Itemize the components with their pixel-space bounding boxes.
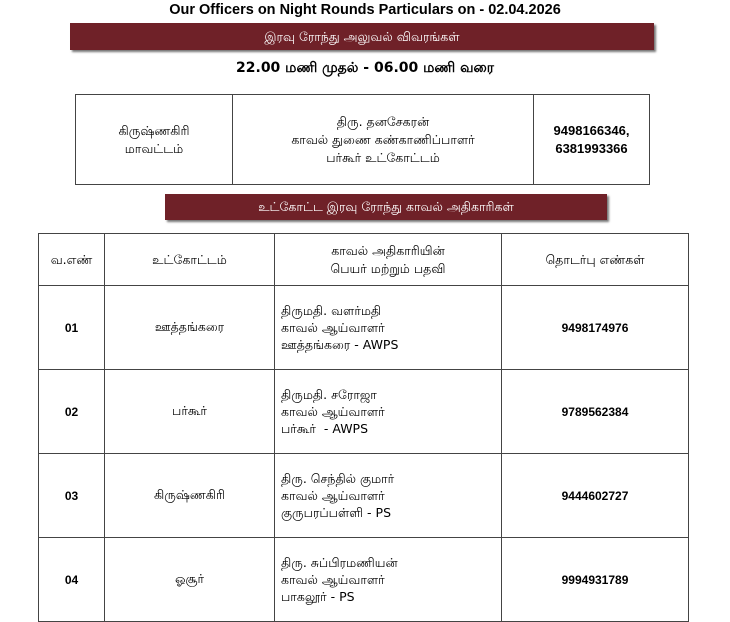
night-rounds-banner: இரவு ரோந்து அலுவல் விவரங்கள்: [70, 23, 654, 50]
officer-station: ஊத்தங்கரை - AWPS: [281, 337, 399, 352]
district-phone-1: 9498166346,: [553, 122, 630, 138]
district-officer-office: பர்கூர் உட்கோட்டம்: [326, 149, 440, 165]
officer-name: திருமதி. வளர்மதி: [281, 303, 382, 318]
row-phone: 9444602727: [502, 454, 689, 538]
table-row: [39, 454, 689, 538]
district-officer-table: [75, 94, 650, 185]
page-title: Our Officers on Night Rounds Particulars on - 02.04.2026: [169, 2, 561, 18]
officer-station: பாகலூர் - PS: [281, 589, 355, 604]
officer-name: திரு. செந்தில் குமார்: [281, 471, 395, 486]
row-phone: 9994931789: [502, 538, 689, 622]
duty-hours: 22.00 மணி முதல் - 06.00 மணி வரை: [236, 60, 494, 76]
row-sno: 02: [39, 370, 105, 454]
row-officer: [275, 370, 502, 454]
row-officer: [275, 538, 502, 622]
header-officer: [275, 234, 502, 286]
officer-name: திருமதி. சரோஜா: [281, 387, 377, 402]
header-subdivision: உட்கோட்டம்: [105, 234, 275, 286]
row-subdivision: ஊத்தங்கரை: [105, 286, 275, 370]
header-officer-line2: பெயர் மற்றும் பதவி: [330, 260, 446, 276]
officer-station: பர்கூர் - AWPS: [281, 421, 369, 436]
row-phone: 9789562384: [502, 370, 689, 454]
table-header-row: [39, 234, 689, 286]
table-row: [39, 538, 689, 622]
officer-rank: காவல் ஆய்வாளர்: [281, 320, 385, 335]
district-name-line1: கிருஷ்ணகிரி: [118, 122, 190, 138]
subdivision-officers-banner: உட்கோட்ட இரவு ரோந்து காவல் அதிகாரிகள்: [165, 194, 607, 220]
header-contact: தொடர்பு எண்கள்: [502, 234, 689, 286]
header-officer-line1: காவல் அதிகாரியின்: [331, 242, 445, 258]
table-row: [39, 286, 689, 370]
district-officer-cell: [233, 95, 534, 185]
officer-station: குருபரப்பள்ளி - PS: [281, 505, 392, 520]
officers-table: [38, 233, 689, 622]
district-phone-2: 6381993366: [555, 140, 628, 156]
row-subdivision: கிருஷ்ணகிரி: [105, 454, 275, 538]
district-name-cell: [76, 95, 233, 185]
row-phone: 9498174976: [502, 286, 689, 370]
district-officer-row: [76, 95, 650, 185]
officer-rank: காவல் ஆய்வாளர்: [281, 572, 385, 587]
officer-name: திரு. சுப்பிரமணியன்: [281, 555, 398, 570]
officer-rank: காவல் ஆய்வாளர்: [281, 488, 385, 503]
row-sno: 04: [39, 538, 105, 622]
district-name-line2: மாவட்டம்: [124, 140, 184, 156]
row-sno: 03: [39, 454, 105, 538]
row-subdivision: பர்கூர்: [105, 370, 275, 454]
row-officer: [275, 286, 502, 370]
district-officer-name: திரு. தனசேகரன்: [336, 113, 430, 129]
district-officer-rank: காவல் துணை கண்காணிப்பாளர்: [291, 131, 475, 147]
officer-rank: காவல் ஆய்வாளர்: [281, 404, 385, 419]
row-subdivision: ஓசூர்: [105, 538, 275, 622]
row-officer: [275, 454, 502, 538]
district-phone-cell: [534, 95, 650, 185]
row-sno: 01: [39, 286, 105, 370]
table-row: [39, 370, 689, 454]
header-sno: வ.எண்: [39, 234, 105, 286]
